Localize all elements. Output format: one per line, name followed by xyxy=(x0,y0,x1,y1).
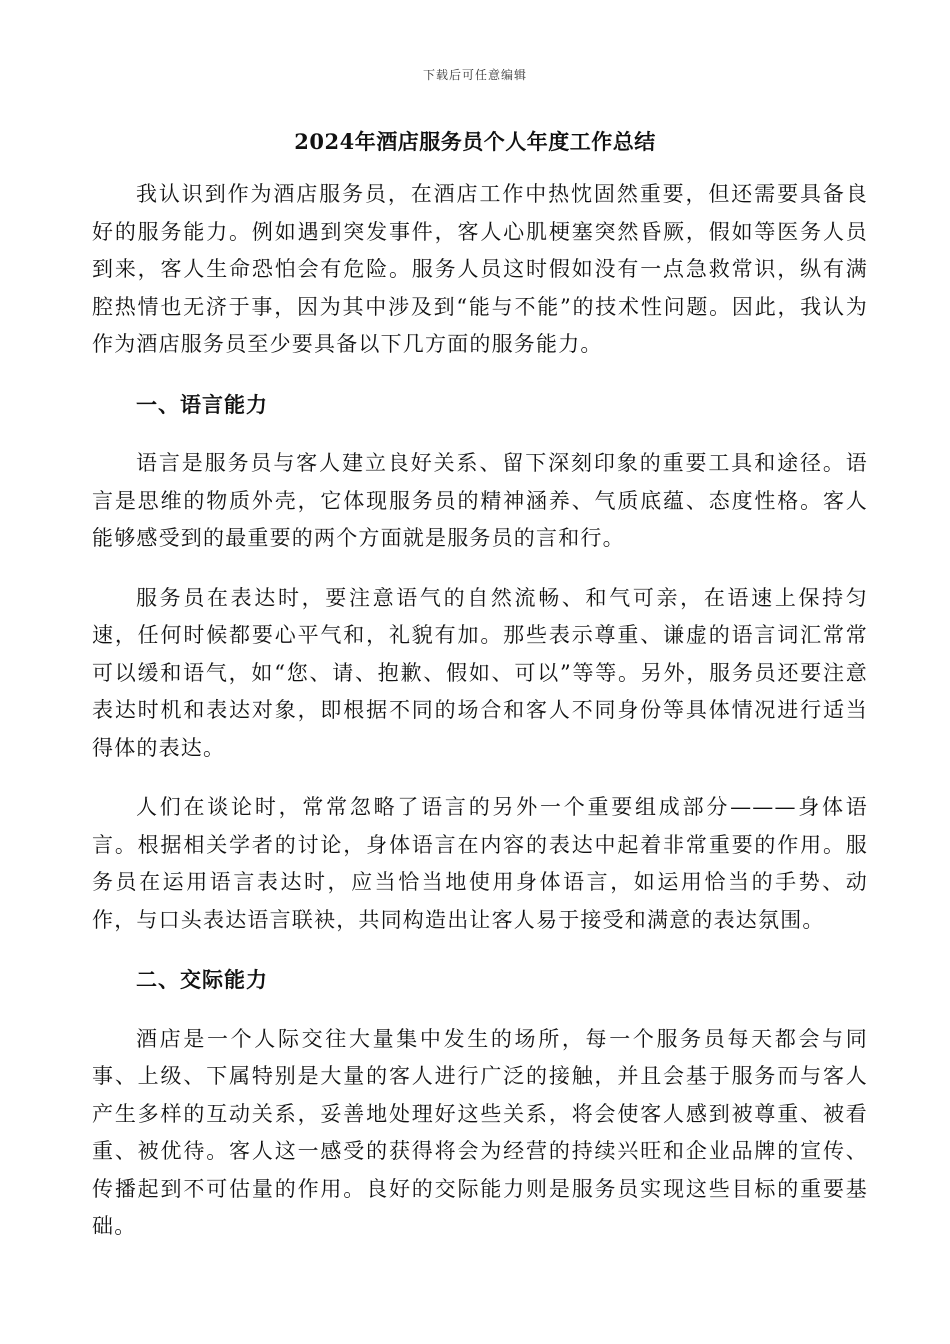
header-note: 下载后可任意编辑 xyxy=(422,68,527,82)
document-body xyxy=(92,176,868,1268)
section-heading-social: 二、交际能力 xyxy=(136,967,268,992)
language-paragraph-3: 人们在谈论时，常常忽略了语言的另外一个重要组成部分———身体语言。根据相关学者的讨论，身体语言在内容的表达中起着非常重要的作用。服务员在运用语言表达时，应当恰当地使用身体语言，如运用恰当的手势、动作，与口头表达语言联袂，共同构造出让客人易于接受和满意的表达氛围。 xyxy=(92,795,868,932)
language-paragraph-2: 服务员在表达时，要注意语气的自然流畅、和气可亲，在语速上保持匀速，任何时候都要心平气和，礼貌有加。那些表示尊重、谦虚的语言词汇常常可以缓和语气，如“您、请、抱歉、假如、可以”等等。另外，服务员还要注意表达时机和表达对象，即根据不同的场合和客人不同身份等具体情况进行适当得体的表达。 xyxy=(92,585,868,760)
language-paragraph-1: 语言是服务员与客人建立良好关系、留下深刻印象的重要工具和途径。语言是思维的物质外壳，它体现服务员的精神涵养、气质底蕴、态度性格。客人能够感受到的最重要的两个方面就是服务员的言和行。 xyxy=(92,451,868,550)
document-title: 2024年酒店服务员个人年度工作总结 xyxy=(294,129,656,154)
section-heading-language: 一、语言能力 xyxy=(136,391,268,417)
social-paragraph-1: 酒店是一个人际交往大量集中发生的场所，每一个服务员每天都会与同事、上级、下属特别是大量的客人进行广泛的接触，并且会基于服务而与客人产生多样的互动关系，妥善地处理好这些关系，将会使客人感到被尊重、被看重、被优待。客人这一感受的获得将会为经营的持续兴旺和企业品牌的宣传、传播起到不可估量的作用。良好的交际能力则是服务员实现这些目标的重要基础。 xyxy=(92,1026,868,1238)
intro-paragraph: 我认识到作为酒店服务员，在酒店工作中热忱固然重要，但还需要具备良好的服务能力。例如遇到突发事件，客人心肌梗塞突然昏厥，假如等医务人员到来，客人生命恐怕会有危险。服务人员这时假如没有一点急救常识，纵有满腔热情也无济于事，因为其中涉及到“能与不能”的技术性问题。因此，我认为作为酒店服务员至少要具备以下几方面的服务能力。 xyxy=(92,182,868,356)
